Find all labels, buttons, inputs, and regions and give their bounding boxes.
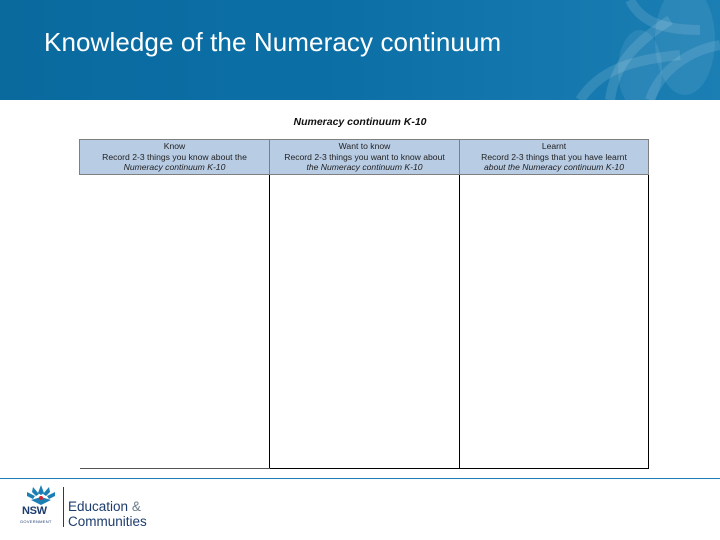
logo-nsw-text: NSW	[22, 505, 47, 517]
learnt-answer-cell[interactable]	[460, 174, 649, 469]
column-topic: Numeracy continuum K-10	[123, 162, 226, 172]
footer-divider	[0, 478, 720, 479]
want-to-know-column-header	[270, 140, 460, 175]
education-communities-logo	[18, 483, 198, 531]
logo-communities-text: Communities	[68, 514, 147, 529]
logo-divider	[63, 487, 64, 527]
kwl-answer-row	[80, 174, 649, 469]
waratah-flower-icon	[21, 483, 61, 507]
know-answer-cell[interactable]	[80, 174, 270, 469]
slide-title: Knowledge of the Numeracy continuum	[44, 27, 502, 57]
column-topic: about the Numeracy continuum K-10	[484, 162, 624, 172]
logo-ampersand: &	[131, 499, 141, 514]
logo-education-word: Education	[68, 499, 129, 514]
column-topic: the Numeracy continuum K-10	[306, 162, 423, 172]
waratah-watermark-icon	[520, 0, 720, 100]
column-heading: Want to know	[338, 141, 391, 151]
want-to-know-answer-cell[interactable]	[270, 174, 460, 469]
column-heading: Learnt	[541, 141, 567, 151]
know-column-header	[80, 140, 270, 175]
logo-education-text	[68, 499, 141, 514]
column-description: Record 2-3 things you know about the	[102, 151, 247, 162]
document-title: Numeracy continuum K-10	[293, 116, 427, 128]
column-description: Record 2-3 things you want to know about	[284, 151, 445, 162]
title-banner	[0, 0, 720, 100]
column-heading: Know	[163, 141, 186, 151]
column-description: Record 2-3 things that you have learnt	[481, 151, 627, 162]
kwl-table	[79, 139, 649, 469]
kwl-header-row	[80, 140, 649, 175]
logo-government-text: GOVERNMENT	[20, 519, 52, 524]
learnt-column-header	[460, 140, 649, 175]
